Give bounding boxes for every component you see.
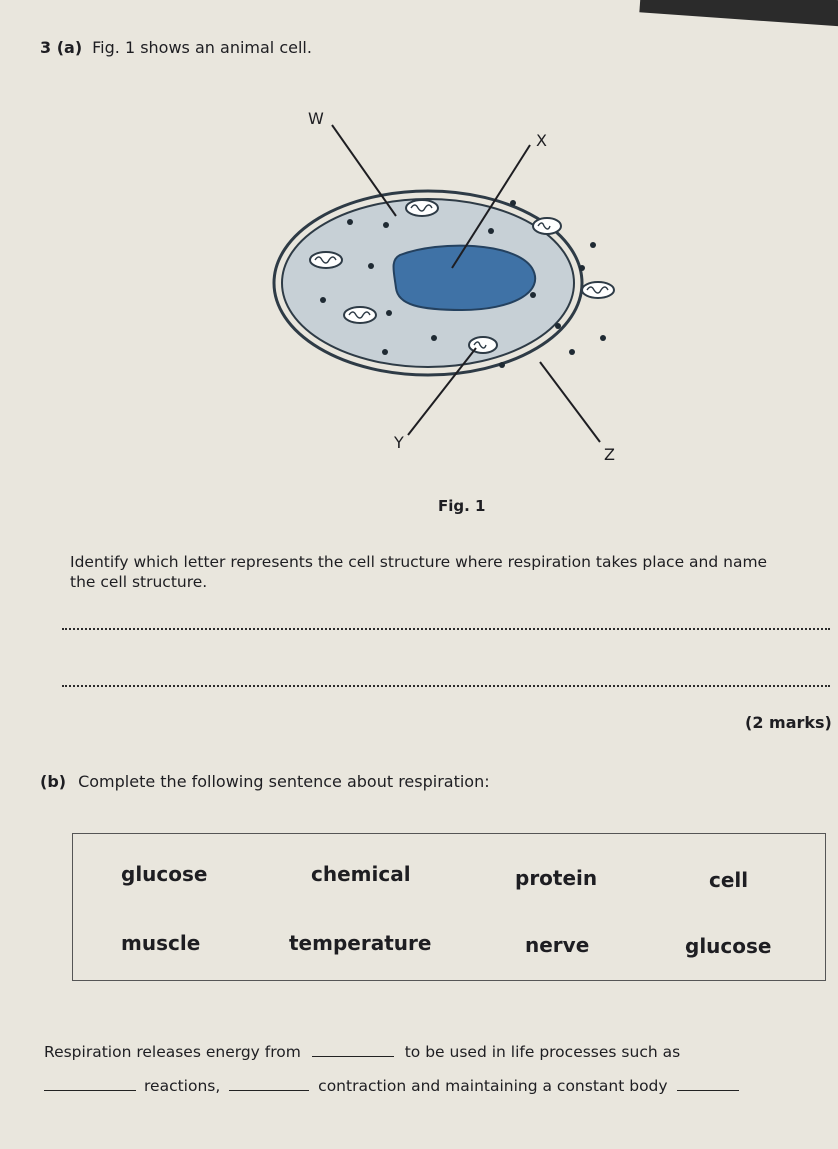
sentence-text: Respiration releases energy from xyxy=(44,1043,301,1061)
blank-4[interactable] xyxy=(677,1076,739,1091)
word-bank-item: muscle xyxy=(121,931,201,955)
mitochondrion xyxy=(406,200,438,216)
question-number: 3 (a) xyxy=(40,38,83,57)
mitochondrion xyxy=(582,282,614,298)
word-bank-item: protein xyxy=(515,866,598,890)
instruction-text: Identify which letter represents the cell structure where respiration takes place and name the cell structure. xyxy=(70,553,768,591)
answer-line[interactable] xyxy=(62,628,830,630)
mitochondrion xyxy=(344,307,376,323)
word-bank-item: glucose xyxy=(685,934,772,958)
word-bank-item: nerve xyxy=(525,933,590,957)
answer-line[interactable] xyxy=(62,685,830,687)
sentence-text: reactions, xyxy=(144,1077,221,1095)
question-header xyxy=(40,38,312,57)
word-bank-item: glucose xyxy=(121,862,208,886)
part-b-label: (b) xyxy=(40,772,67,791)
figure-caption: Fig. 1 xyxy=(438,497,486,515)
word-bank xyxy=(72,833,826,981)
label-w: W xyxy=(308,109,324,128)
blank-1[interactable] xyxy=(312,1042,394,1057)
question-intro: Fig. 1 shows an animal cell. xyxy=(92,38,312,57)
word-bank-item: cell xyxy=(709,868,749,892)
label-x: X xyxy=(536,131,547,150)
mitochondrion xyxy=(310,252,342,268)
blank-3[interactable] xyxy=(229,1076,309,1091)
label-line-z xyxy=(540,362,600,442)
mitochondrion xyxy=(533,218,561,234)
sentence-line-1 xyxy=(44,1042,680,1061)
animal-cell-diagram xyxy=(250,100,670,480)
label-line-w xyxy=(332,125,396,216)
marks-label: (2 marks) xyxy=(745,713,832,732)
word-bank-item: temperature xyxy=(289,931,432,955)
part-b-text: Complete the following sentence about respiration: xyxy=(78,772,490,791)
label-y: Y xyxy=(394,433,404,452)
sentence-text: contraction and maintaining a constant body xyxy=(318,1077,668,1095)
page-edge-shadow xyxy=(639,0,838,28)
sentence-line-2 xyxy=(44,1076,739,1095)
label-z: Z xyxy=(604,445,615,464)
sentence-text: to be used in life processes such as xyxy=(404,1043,681,1061)
blank-2[interactable] xyxy=(44,1076,136,1091)
nucleus xyxy=(394,246,536,310)
part-b-prompt xyxy=(40,772,490,791)
word-bank-item: chemical xyxy=(311,862,411,886)
